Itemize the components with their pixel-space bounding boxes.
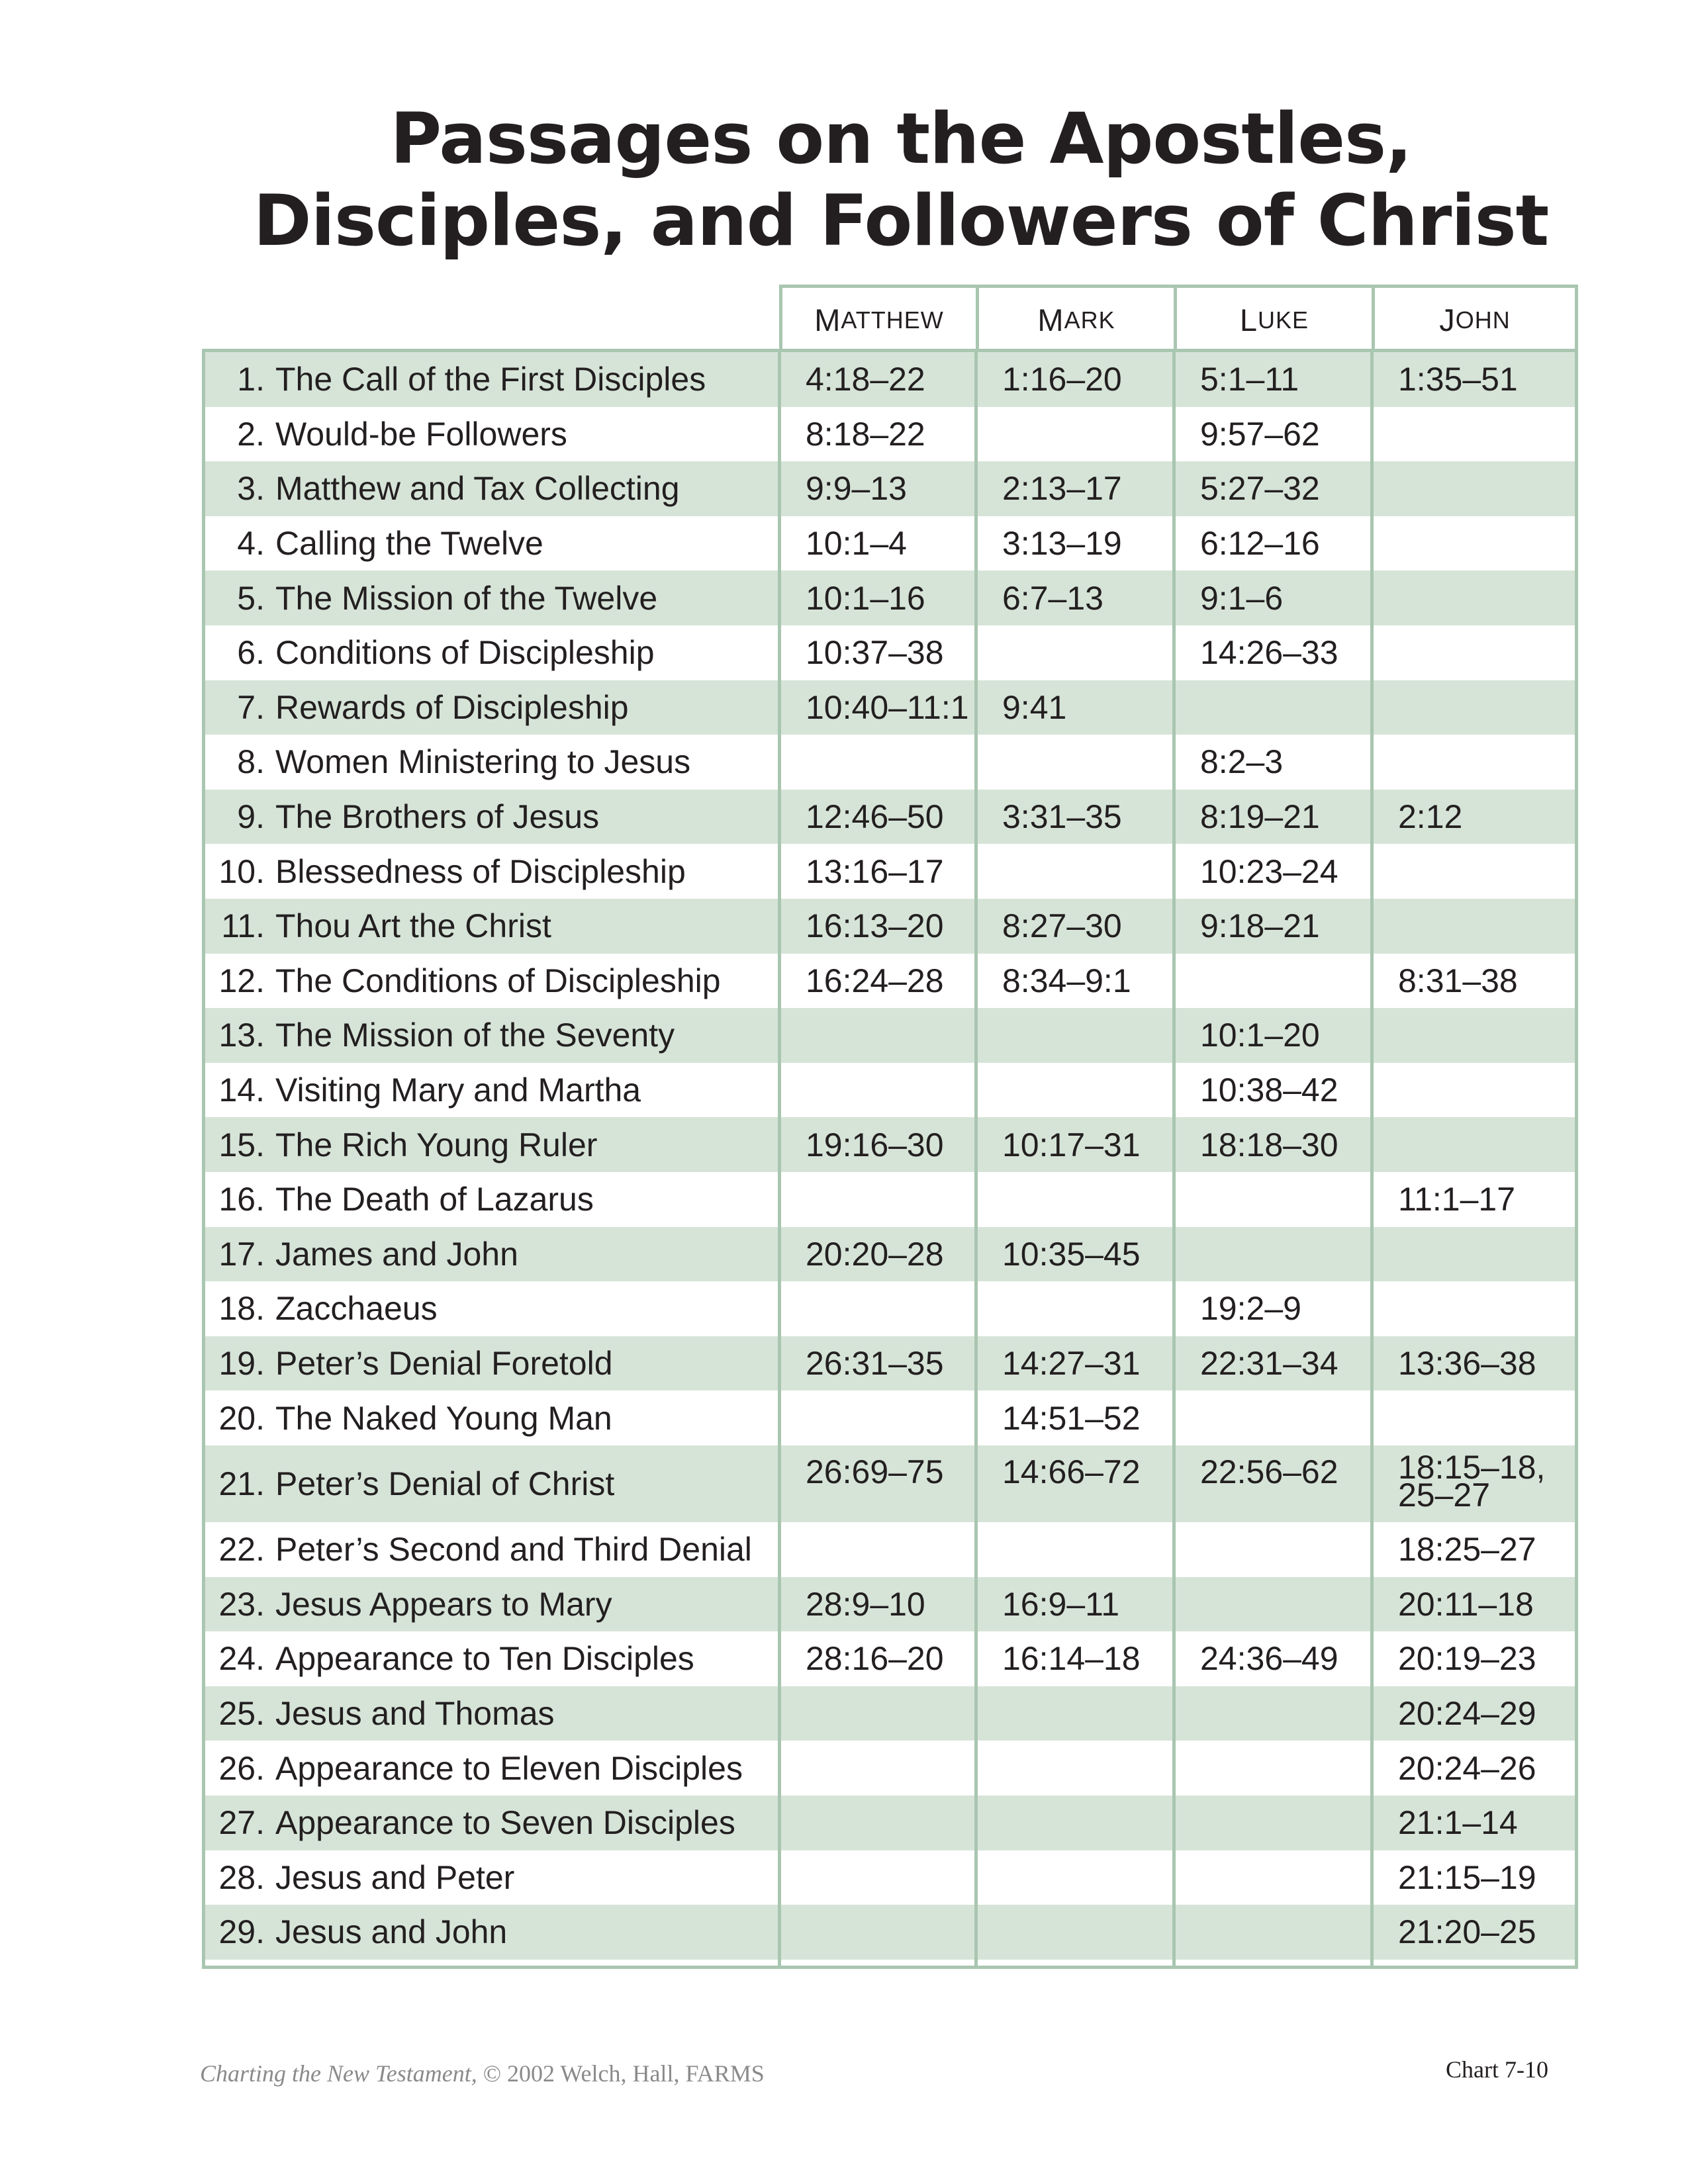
- topic-cell: [212, 790, 778, 844]
- topic-label: The Mission of the Seventy: [275, 1017, 675, 1054]
- topic-cell: [212, 1227, 778, 1282]
- row-number: 16.: [218, 1181, 265, 1218]
- matthew-reference: 16:24–28: [806, 962, 944, 999]
- mark-reference: 2:13–17: [1002, 470, 1122, 508]
- john-reference: 20:24–26: [1398, 1749, 1536, 1787]
- topic-cell: [212, 1796, 778, 1850]
- mark-reference: 10:17–31: [1002, 1126, 1141, 1163]
- table-row: [205, 570, 1575, 625]
- topic-cell: [212, 1063, 778, 1118]
- luke-reference: 5:1–11: [1200, 361, 1299, 398]
- topic-cell: [212, 352, 778, 407]
- matthew-reference: 12:46–50: [806, 798, 944, 836]
- mark-reference: [978, 1686, 1172, 1741]
- mark-reference: 3:13–19: [1002, 525, 1122, 563]
- row-number: 10.: [218, 852, 265, 890]
- luke-reference: 10:38–42: [1200, 1071, 1338, 1109]
- topic-label: Visiting Mary and Martha: [275, 1071, 641, 1109]
- table-row: [205, 1281, 1575, 1336]
- row-number: 7.: [237, 688, 265, 726]
- table-row: [205, 407, 1575, 462]
- matthew-reference: 28:16–20: [806, 1640, 944, 1678]
- john-reference: 1:35–51: [1398, 361, 1518, 398]
- topic-cell: [212, 1577, 778, 1632]
- john-reference: [1374, 735, 1575, 790]
- mark-reference: [978, 1741, 1172, 1796]
- topic-cell: [212, 954, 778, 1009]
- topic-label: Peter’s Denial of Christ: [275, 1465, 615, 1502]
- row-number: 21.: [218, 1465, 265, 1502]
- table-row: [205, 1172, 1575, 1227]
- topic-label: Calling the Twelve: [275, 525, 543, 563]
- luke-reference: 8:2–3: [1200, 743, 1284, 781]
- topic-cell: [212, 1117, 778, 1172]
- topic-label: Jesus and Peter: [275, 1858, 515, 1896]
- matthew-reference: 26:31–35: [806, 1345, 944, 1383]
- mark-reference: [978, 1850, 1172, 1905]
- column-header-row: [779, 285, 1578, 352]
- luke-reference: [1176, 1686, 1370, 1741]
- table-row: [205, 680, 1575, 735]
- luke-reference: [1176, 1227, 1370, 1282]
- john-reference: 20:11–18: [1398, 1585, 1534, 1623]
- header-divider: [1174, 288, 1177, 352]
- table-row: [205, 516, 1575, 571]
- matthew-reference: 16:13–20: [806, 907, 944, 945]
- john-reference: 11:1–17: [1398, 1181, 1516, 1218]
- luke-reference: [1176, 954, 1370, 1009]
- row-number: 5.: [237, 579, 265, 617]
- luke-reference: 24:36–49: [1200, 1640, 1338, 1678]
- mark-reference: [978, 844, 1172, 899]
- luke-reference: 14:26–33: [1200, 634, 1338, 672]
- page-title: [0, 98, 1688, 262]
- row-number: 23.: [218, 1585, 265, 1623]
- topic-cell: [212, 1390, 778, 1445]
- column-header-mark: M ARK: [1037, 302, 1115, 338]
- mark-reference: [978, 1905, 1172, 1960]
- topic-label: The Conditions of Discipleship: [275, 962, 721, 999]
- john-reference: [1374, 1063, 1575, 1118]
- row-number: 4.: [237, 525, 265, 563]
- john-reference: 21:1–14: [1398, 1804, 1518, 1842]
- mark-reference: 10:35–45: [1002, 1235, 1141, 1273]
- row-number: 2.: [237, 415, 265, 453]
- matthew-reference: 9:9–13: [806, 470, 907, 508]
- row-number: 17.: [218, 1235, 265, 1273]
- table-row: [205, 1741, 1575, 1796]
- matthew-reference: 19:16–30: [806, 1126, 944, 1163]
- john-reference: 20:19–23: [1398, 1640, 1536, 1678]
- mark-reference: 8:34–9:1: [1002, 962, 1131, 999]
- column-header-luke: L UKE: [1239, 302, 1309, 338]
- matthew-reference: 10:1–16: [806, 579, 925, 617]
- column-header-matthew: M ATTHEW: [814, 302, 944, 338]
- matthew-reference: [781, 1390, 974, 1445]
- topic-label: The Brothers of Jesus: [275, 798, 600, 836]
- john-reference: [1374, 1227, 1575, 1282]
- footer-credit: [200, 2060, 765, 2087]
- matthew-reference: [781, 1522, 974, 1577]
- topic-label: Women Ministering to Jesus: [275, 743, 691, 781]
- header-divider: [976, 288, 979, 352]
- matthew-reference: [781, 1686, 974, 1741]
- topic-label: Conditions of Discipleship: [275, 634, 655, 672]
- topic-label: Peter’s Denial Foretold: [275, 1345, 613, 1383]
- topic-cell: [212, 680, 778, 735]
- mark-reference: [978, 625, 1172, 680]
- table-row: [205, 461, 1575, 516]
- column-divider: [1172, 352, 1176, 1966]
- matthew-reference: 8:18–22: [806, 415, 925, 453]
- luke-reference: 22:56–62: [1200, 1453, 1338, 1490]
- john-reference: [1374, 1281, 1575, 1336]
- table-row: [205, 1008, 1575, 1063]
- luke-reference: 9:1–6: [1200, 579, 1284, 617]
- luke-reference: [1176, 1741, 1370, 1796]
- topic-cell: [212, 735, 778, 790]
- luke-reference: [1176, 1577, 1370, 1632]
- table-row: [205, 1117, 1575, 1172]
- luke-reference: [1176, 1796, 1370, 1850]
- luke-reference: 5:27–32: [1200, 470, 1320, 508]
- passages-table: [202, 349, 1578, 1969]
- table-row: [205, 1445, 1575, 1522]
- topic-cell: [212, 1850, 778, 1905]
- table-row: [205, 1577, 1575, 1632]
- row-number: 25.: [218, 1695, 265, 1733]
- mark-reference: [978, 1796, 1172, 1850]
- table-row: [205, 1905, 1575, 1960]
- row-number: 3.: [237, 470, 265, 508]
- topic-cell: [212, 1008, 778, 1063]
- topic-cell: [212, 407, 778, 462]
- topic-cell: [212, 625, 778, 680]
- john-reference: [1374, 461, 1575, 516]
- john-reference: 18:15–18, 25–27: [1398, 1449, 1546, 1514]
- john-reference: 21:20–25: [1398, 1913, 1536, 1951]
- topic-cell: [212, 899, 778, 954]
- topic-cell: [212, 1905, 778, 1960]
- matthew-reference: [781, 1281, 974, 1336]
- column-divider: [1370, 352, 1374, 1966]
- topic-cell: [212, 1741, 778, 1796]
- topic-label: Rewards of Discipleship: [275, 688, 629, 726]
- row-number: 13.: [218, 1017, 265, 1054]
- column-divider: [974, 352, 978, 1966]
- matthew-reference: [781, 1905, 974, 1960]
- topic-label: The Rich Young Ruler: [275, 1126, 598, 1163]
- john-reference: 20:24–29: [1398, 1695, 1536, 1733]
- chart-number: Chart 7-10: [1446, 2056, 1548, 2083]
- topic-cell: [212, 844, 778, 899]
- row-number: 1.: [237, 361, 265, 398]
- topic-cell: [212, 1631, 778, 1686]
- column-header-john: J OHN: [1439, 302, 1511, 338]
- matthew-reference: 20:20–28: [806, 1235, 944, 1273]
- row-number: 9.: [237, 798, 265, 836]
- row-number: 19.: [218, 1345, 265, 1383]
- topic-label: Jesus and Thomas: [275, 1695, 555, 1733]
- footer-copyright: © 2002 Welch, Hall, FARMS: [483, 2060, 765, 2087]
- john-reference: [1374, 844, 1575, 899]
- matthew-reference: 26:69–75: [806, 1453, 944, 1490]
- topic-cell: [212, 1281, 778, 1336]
- matthew-reference: 13:16–17: [806, 852, 944, 890]
- matthew-reference: 10:40–11:1: [806, 688, 969, 726]
- topic-label: Matthew and Tax Collecting: [275, 470, 680, 508]
- row-number: 15.: [218, 1126, 265, 1163]
- row-number: 11.: [221, 907, 265, 945]
- luke-reference: [1176, 1390, 1370, 1445]
- john-reference: 21:15–19: [1398, 1858, 1536, 1896]
- table-row: [205, 1390, 1575, 1445]
- row-number: 18.: [218, 1290, 265, 1328]
- matthew-reference: [781, 1796, 974, 1850]
- luke-reference: [1176, 1905, 1370, 1960]
- topic-cell: [212, 1172, 778, 1227]
- john-reference: [1374, 1008, 1575, 1063]
- row-number: 20.: [218, 1399, 265, 1437]
- topic-cell: [212, 461, 778, 516]
- table-row: [205, 352, 1575, 407]
- mark-reference: 9:41: [1002, 688, 1067, 726]
- table-row: [205, 1063, 1575, 1118]
- matthew-reference: [781, 1063, 974, 1118]
- john-reference: 18:25–27: [1398, 1531, 1536, 1569]
- topic-label: The Death of Lazarus: [275, 1181, 594, 1218]
- mark-reference: 14:66–72: [1002, 1453, 1141, 1490]
- matthew-reference: [781, 735, 974, 790]
- topic-label: Would-be Followers: [275, 415, 567, 453]
- john-reference: [1374, 407, 1575, 462]
- luke-reference: [1176, 1522, 1370, 1577]
- topic-label: Blessedness of Discipleship: [275, 852, 686, 890]
- row-number: 26.: [218, 1749, 265, 1787]
- table-row: [205, 1686, 1575, 1741]
- matthew-reference: [781, 1008, 974, 1063]
- table-row: [205, 844, 1575, 899]
- matthew-reference: 10:37–38: [806, 634, 944, 672]
- mark-reference: [978, 735, 1172, 790]
- matthew-reference: 28:9–10: [806, 1585, 925, 1623]
- topic-label: Zacchaeus: [275, 1290, 438, 1328]
- mark-reference: 3:31–35: [1002, 798, 1122, 836]
- table-row: [205, 1631, 1575, 1686]
- topic-cell: [212, 516, 778, 571]
- john-reference: [1374, 1390, 1575, 1445]
- topic-label: The Mission of the Twelve: [275, 579, 658, 617]
- mark-reference: 1:16–20: [1002, 361, 1122, 398]
- header-divider: [1372, 288, 1375, 352]
- john-reference: 8:31–38: [1398, 962, 1518, 999]
- topic-label: The Call of the First Disciples: [275, 361, 706, 398]
- luke-reference: 10:1–20: [1200, 1017, 1320, 1054]
- luke-reference: 22:31–34: [1200, 1345, 1338, 1383]
- mark-reference: [978, 1063, 1172, 1118]
- luke-reference: 19:2–9: [1200, 1290, 1301, 1328]
- mark-reference: 14:51–52: [1002, 1399, 1141, 1437]
- luke-reference: 6:12–16: [1200, 525, 1320, 563]
- table-row: [205, 790, 1575, 844]
- row-number: 12.: [218, 962, 265, 999]
- row-number: 8.: [237, 743, 265, 781]
- row-number: 28.: [218, 1858, 265, 1896]
- table-row: [205, 1850, 1575, 1905]
- topic-label: Jesus Appears to Mary: [275, 1585, 612, 1623]
- topic-label: Appearance to Seven Disciples: [275, 1804, 735, 1842]
- column-divider: [778, 352, 781, 1966]
- topic-label: Thou Art the Christ: [275, 907, 551, 945]
- table-row: [205, 954, 1575, 1009]
- topic-label: James and John: [275, 1235, 518, 1273]
- luke-reference: 18:18–30: [1200, 1126, 1338, 1163]
- row-number: 14.: [218, 1071, 265, 1109]
- john-reference: [1374, 899, 1575, 954]
- topic-label: Appearance to Ten Disciples: [275, 1640, 694, 1678]
- row-number: 24.: [218, 1640, 265, 1678]
- matthew-reference: [781, 1172, 974, 1227]
- mark-reference: [978, 1281, 1172, 1336]
- luke-reference: 8:19–21: [1200, 798, 1320, 836]
- table-row: [205, 735, 1575, 790]
- luke-reference: 10:23–24: [1200, 852, 1338, 890]
- footer-book-title: Charting the New Testament,: [200, 2060, 477, 2087]
- title-line-2: Disciples, and Followers of Christ: [253, 180, 1549, 261]
- matthew-reference: [781, 1741, 974, 1796]
- john-reference: [1374, 625, 1575, 680]
- john-reference: [1374, 680, 1575, 735]
- luke-reference: [1176, 680, 1370, 735]
- mark-reference: 6:7–13: [1002, 579, 1103, 617]
- luke-reference: [1176, 1850, 1370, 1905]
- table-row: [205, 625, 1575, 680]
- topic-cell: [212, 1445, 778, 1522]
- table-row: [205, 899, 1575, 954]
- mark-reference: 16:14–18: [1002, 1640, 1141, 1678]
- matthew-reference: 10:1–4: [806, 525, 907, 563]
- row-number: 22.: [218, 1531, 265, 1569]
- luke-reference: 9:57–62: [1200, 415, 1320, 453]
- table-row: [205, 1522, 1575, 1577]
- topic-label: The Naked Young Man: [275, 1399, 612, 1437]
- mark-reference: 14:27–31: [1002, 1345, 1141, 1383]
- topic-cell: [212, 1336, 778, 1391]
- topic-label: Jesus and John: [275, 1913, 508, 1951]
- luke-reference: [1176, 1172, 1370, 1227]
- matthew-reference: 4:18–22: [806, 361, 925, 398]
- topic-cell: [212, 1522, 778, 1577]
- row-number: 6.: [237, 634, 265, 672]
- mark-reference: 8:27–30: [1002, 907, 1122, 945]
- table-row: [205, 1796, 1575, 1850]
- mark-reference: [978, 1522, 1172, 1577]
- luke-reference: 9:18–21: [1200, 907, 1320, 945]
- mark-reference: [978, 1008, 1172, 1063]
- table-row: [205, 1227, 1575, 1282]
- topic-cell: [212, 570, 778, 625]
- john-reference: [1374, 1117, 1575, 1172]
- mark-reference: [978, 407, 1172, 462]
- john-reference: 2:12: [1398, 798, 1463, 836]
- john-reference: [1374, 516, 1575, 571]
- mark-reference: [978, 1172, 1172, 1227]
- john-reference: [1374, 570, 1575, 625]
- mark-reference: 16:9–11: [1002, 1585, 1120, 1623]
- table-row: [205, 1336, 1575, 1391]
- topic-cell: [212, 1686, 778, 1741]
- row-number: 29.: [218, 1913, 265, 1951]
- john-reference: 13:36–38: [1398, 1345, 1536, 1383]
- topic-label: Peter’s Second and Third Denial: [275, 1531, 752, 1569]
- title-line-1: Passages on the Apostles,: [390, 98, 1412, 179]
- matthew-reference: [781, 1850, 974, 1905]
- topic-label: Appearance to Eleven Disciples: [275, 1749, 743, 1787]
- row-number: 27.: [218, 1804, 265, 1842]
